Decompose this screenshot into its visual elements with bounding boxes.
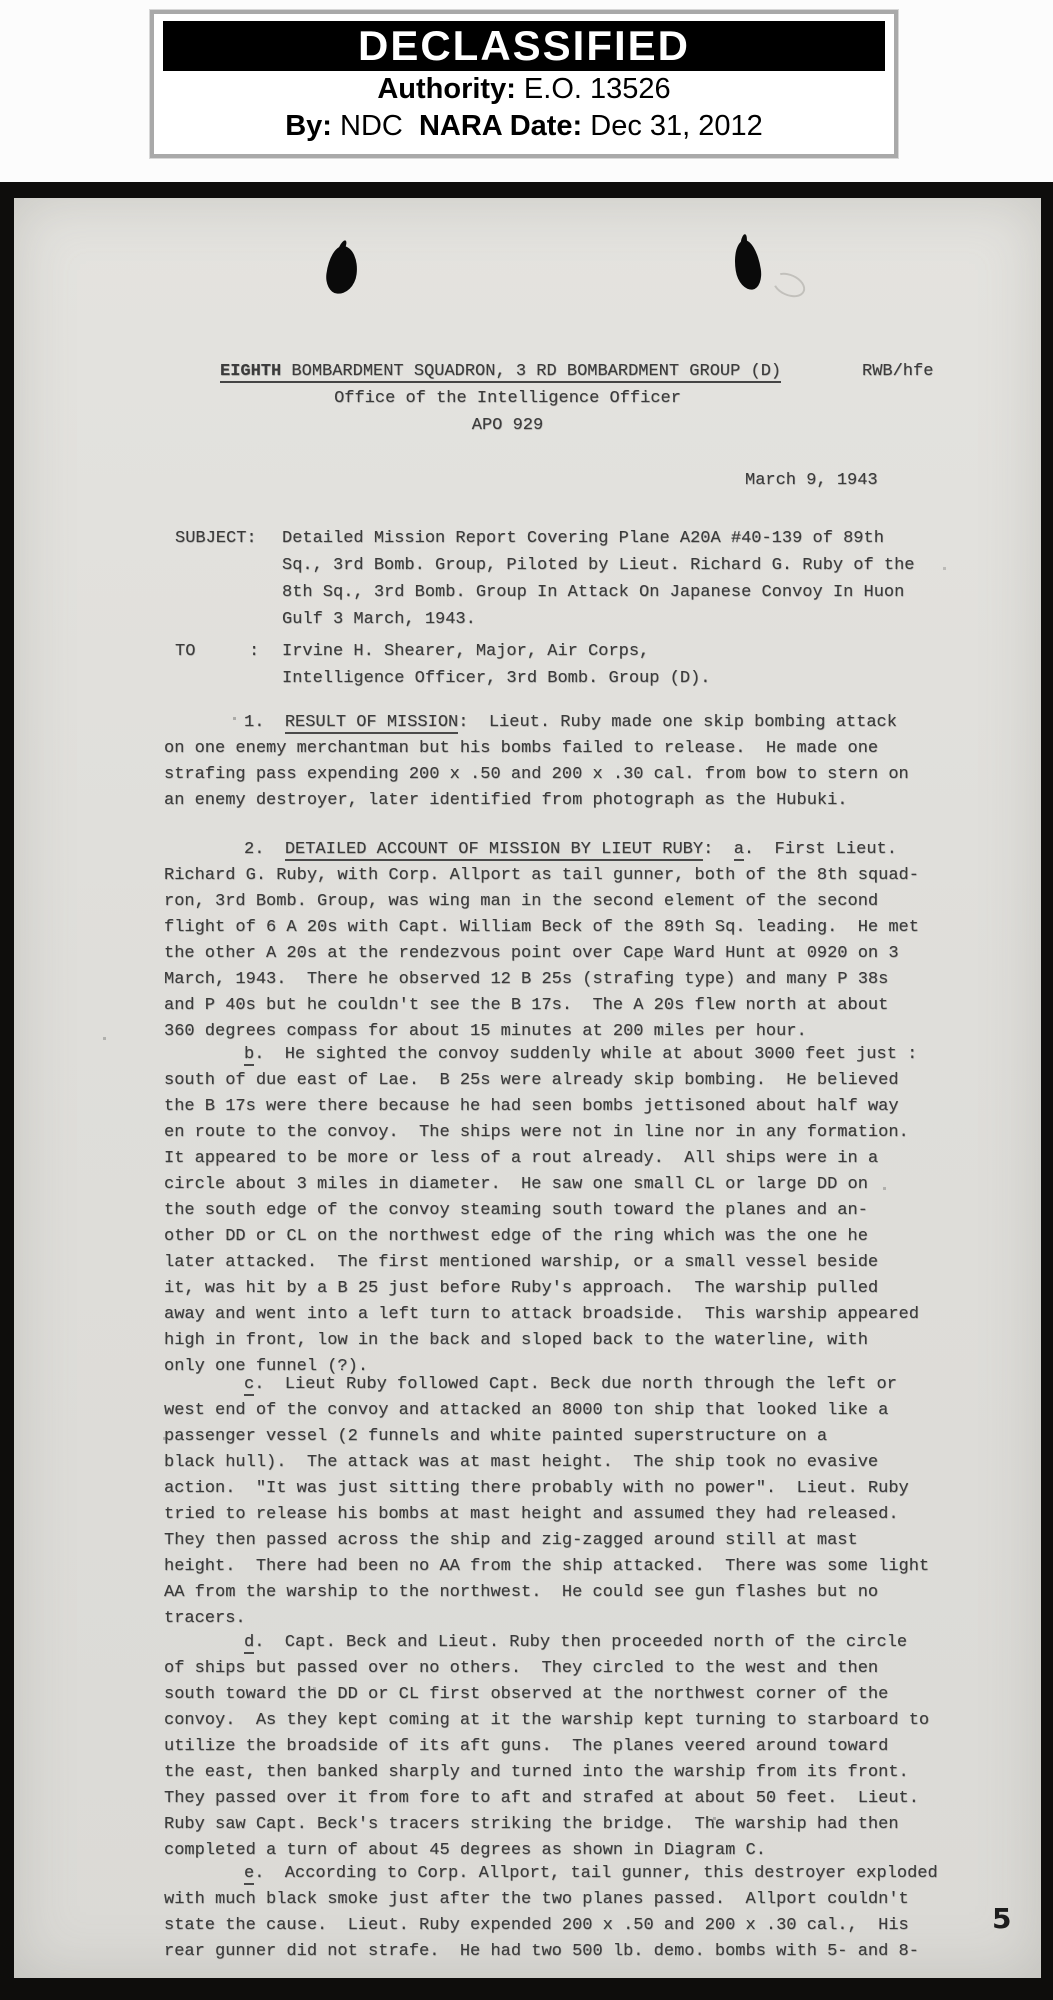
by-value: NDC [331, 110, 419, 142]
letterhead-unit-bold: EIGHTH [220, 362, 282, 381]
letterhead-apo-line: APO 929 [471, 416, 544, 435]
paragraph-result-of-mission: 1. RESULT OF MISSION: Lieut. Ruby made one skip bombing attack on one enemy merchantman but his bombs failed to release. He made one strafing pass expending 200 x .50 and 200 x .30 cal. from bow to stern on an enemy destroyer, later identified from photograph as the Hubuki. [164, 713, 909, 810]
letterhead-unit-line [220, 358, 795, 385]
paragraph-b: b. He sighted the convoy suddenly while at about 3000 feet just : south of due east of Lae. B 25s were already skip bombing. He believed the B 17s were there because he had seen bombs jettisoned about half way en route to the convoy. The ships were not in line nor in any formation. It appeared to be more or less of a rout already. All ships were in a circle about 3 miles in diameter. He saw one small CL or large DD on the south edge of the convoy steaming south toward the planes and an- other DD or CL on the northwest edge of the ring which was the one he later attacked. The first mentioned warship, or a small vessel beside it, was hit by a B 25 just before Ruby's approach. The warship pulled away and went into a left turn to attack broadside. This warship appeared high in front, low in the back and sloped back to the waterline, with only one funnel (?). [164, 1045, 919, 1376]
authority-value: E.O. 13526 [515, 73, 671, 105]
subject-label: SUBJECT: [175, 529, 257, 548]
nara-date-label: NARA Date: [418, 110, 583, 142]
stamp-background [0, 0, 1053, 182]
paragraph-detailed-account-a: 2. DETAILED ACCOUNT OF MISSION BY LIEUT RUBY: a. First Lieut. Richard G. Ruby, with Corp. Allport as tail gunner, both of the 8th squad- ron, 3rd Bomb. Group, was wing man in the second element of the second flight of 6 A 20s with Capt. William Beck of the 89th Sq. leading. He met the other A 20s at the rendezvous point over Cape Ward Hunt at 0920 on 3 March, 1943. There he observed 12 B 25s (strafing type) and many P 38s and P 40s but he couldn't see the B 17s. The A 20s flew north at about 360 degrees compass for about 15 minutes at 200 miles per hour. [164, 840, 919, 1041]
ink-blot-icon [731, 238, 764, 291]
pencil-smudge [769, 268, 809, 302]
reference-initials: RWB/hfe [862, 362, 934, 381]
letterhead-unit-rest: BOMBARDMENT SQUADRON, 3 RD BOMBARDMENT GROUP (D) [281, 362, 782, 381]
to-colon: : [249, 642, 260, 661]
authority-line [163, 71, 885, 108]
by-label: By: [285, 110, 332, 142]
document-date: March 9, 1943 [745, 471, 878, 490]
document-paper [14, 198, 1041, 1978]
declassified-title: DECLASSIFIED [163, 21, 885, 71]
by-nara-line [163, 108, 885, 145]
paragraph-d: d. Capt. Beck and Lieut. Ruby then proceeded north of the circle of ships but passed over no others. They circled to the west and then south toward the DD or CL first observed at the northwest corner of the convoy. As they kept coming at it the warship kept turning to starboard to utilize the broadside of its aft guns. The planes veered around toward the east, then banked sharply and turned into the warship from its front. They passed over it from fore to aft and strafed at about 50 feet. Lieut. Ruby saw Capt. Beck's tracers striking the bridge. The warship had then completed a turn of about 45 degrees as shown in Diagram C. [164, 1633, 930, 1860]
authority-label: Authority: [377, 73, 516, 105]
letterhead [220, 358, 934, 439]
paragraph-e: e. According to Corp. Allport, tail gunner, this destroyer exploded with much black smoke just after the two planes passed. Allport couldn't state the cause. Lieut. Ruby expended 200 x .50 and 200 x .30 cal., His rear gunner did not strafe. He had two 500 lb. demo. bombs with 5- and 8- [164, 1864, 938, 1961]
paper-specks [14, 198, 15, 199]
letterhead-office-line: Office of the Intelligence Officer [334, 389, 681, 408]
page-number: 5 [992, 1902, 1012, 1935]
subject-text: Detailed Mission Report Covering Plane A20A #40-139 of 89th Sq., 3rd Bomb. Group, Piloted by Lieut. Richard G. Ruby of the 8th Sq., 3rd Bomb. Group In Attack On Japanese Convoy In Huon Gulf 3 March, 1943. [282, 529, 915, 629]
ink-blot-icon [324, 244, 360, 295]
to-label: TO [175, 642, 196, 661]
to-block [175, 638, 982, 692]
paragraph-c: c. Lieut Ruby followed Capt. Beck due north through the left or west end of the convoy and attacked an 8000 ton ship that looked like a passenger vessel (2 funnels and white painted superstructure on a black hull). The attack was at mast height. The ship took no evasive action. "It was just sitting there probably with no power". Lieut. Ruby tried to release his bombs at mast height and assumed they had released. They then passed across the ship and zig-zagged around still at mast height. There had been no AA from the ship attacked. There was some light AA from the warship to the northwest. He could see gun flashes but no tracers. [164, 1375, 930, 1628]
declassified-stamp [150, 10, 898, 158]
to-text: Irvine H. Shearer, Major, Air Corps, Intelligence Officer, 3rd Bomb. Group (D). [282, 642, 711, 688]
nara-date-value: Dec 31, 2012 [582, 110, 763, 142]
subject-block [175, 525, 982, 633]
